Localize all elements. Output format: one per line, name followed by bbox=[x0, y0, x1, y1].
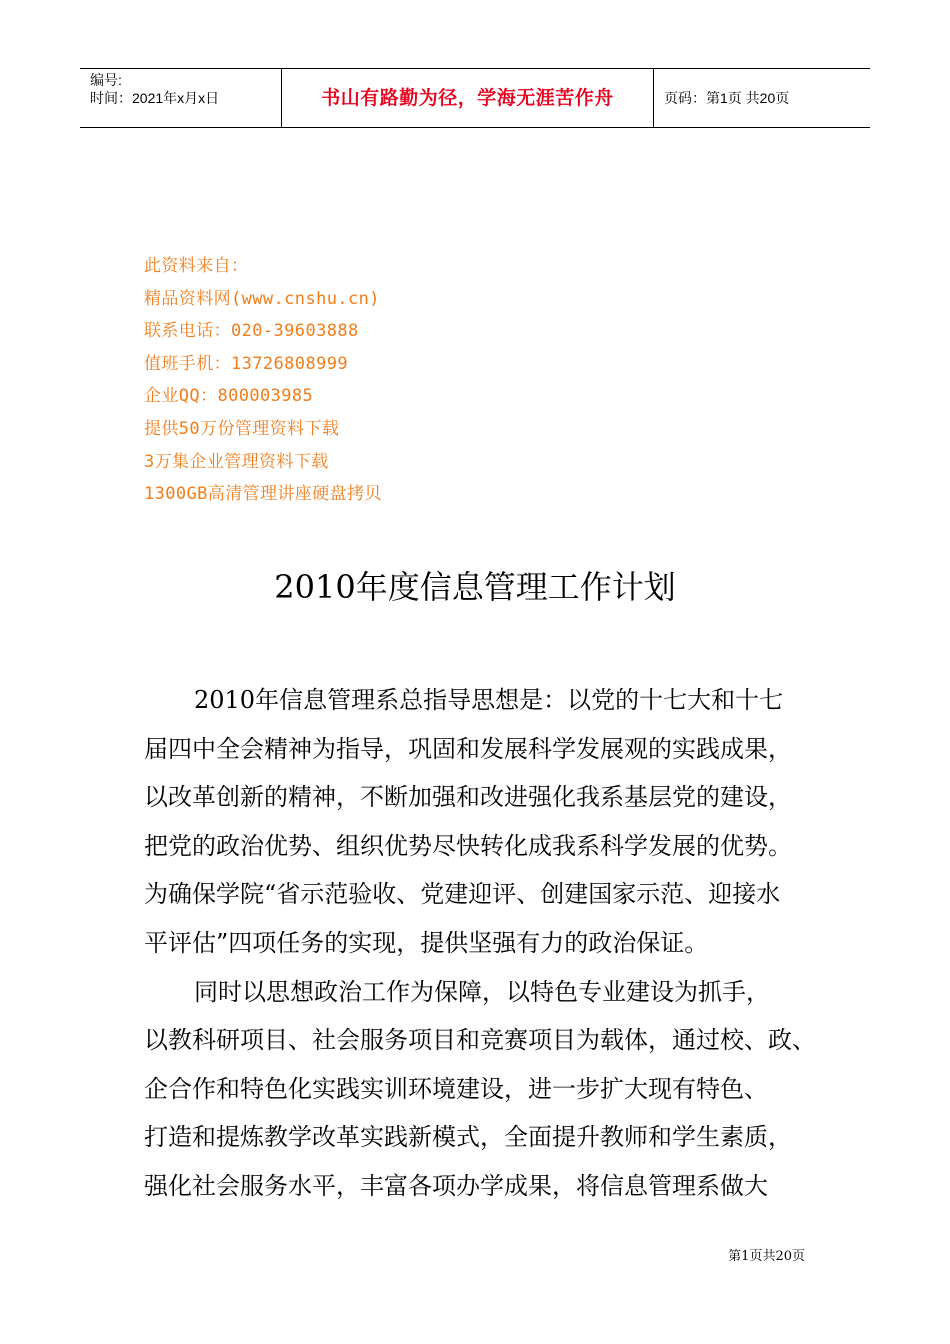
body-line: 平评估”四项任务的实现，提供坚强有力的政治保证。 bbox=[144, 928, 709, 957]
source-info-line: 值班手机：13726808999 bbox=[144, 353, 348, 374]
source-info-line: 提供50万份管理资料下载 bbox=[144, 418, 340, 439]
footer-page-number: 第1页共20页 bbox=[728, 1249, 805, 1264]
document-number-label: 编号: bbox=[90, 72, 122, 88]
header-meta-cell bbox=[80, 69, 282, 127]
source-info-line: 联系电话：020-39603888 bbox=[144, 321, 359, 342]
header-page-label: 页码：第1页 共20页 bbox=[664, 90, 790, 106]
document-header bbox=[80, 68, 870, 128]
body-line: 以改革创新的精神，不断加强和改进强化我系基层党的建设， bbox=[144, 783, 792, 812]
body-line: 2010年信息管理系总指导思想是：以党的十七大和十七 bbox=[194, 686, 784, 714]
source-info-line: 3万集企业管理资料下载 bbox=[144, 451, 329, 472]
body-line: 强化社会服务水平，丰富各项办学成果，将信息管理系做大 bbox=[144, 1171, 768, 1200]
source-info-line: 1300GB高清管理讲座硬盘拷贝 bbox=[144, 484, 382, 505]
body-line: 同时以思想政治工作为保障，以特色专业建设为抓手， bbox=[194, 977, 770, 1006]
body-line: 把党的政治优势、组织优势尽快转化成我系科学发展的优势。 bbox=[144, 831, 792, 860]
body-line: 届四中全会精神为指导，巩固和发展科学发展观的实践成果， bbox=[144, 734, 792, 763]
document-time-label: 时间：2021年x月x日 bbox=[90, 90, 220, 106]
source-info-line: 此资料来自： bbox=[144, 256, 249, 276]
body-line: 企合作和特色化实践实训环境建设，进一步扩大现有特色、 bbox=[144, 1074, 768, 1103]
source-info-block bbox=[144, 250, 382, 511]
body-line: 为确保学院“省示范验收、党建迎评、创建国家示范、迎接水 bbox=[144, 880, 781, 909]
header-motto: 书山有路勤为径，学海无涯苦作舟 bbox=[321, 87, 614, 109]
document-body bbox=[144, 676, 824, 1211]
source-info-line: 企业QQ：800003985 bbox=[144, 386, 314, 407]
source-info-line: 精品资料网(www.cnshu.cn) bbox=[144, 288, 380, 309]
body-line: 以教科研项目、社会服务项目和竞赛项目为载体，通过校、政、 bbox=[144, 1026, 816, 1055]
header-motto-cell bbox=[282, 69, 654, 127]
body-line: 打造和提炼教学改革实践新模式，全面提升教师和学生素质， bbox=[144, 1123, 792, 1152]
document-title: 2010年度信息管理工作计划 bbox=[274, 568, 676, 606]
header-page-cell bbox=[654, 69, 870, 127]
